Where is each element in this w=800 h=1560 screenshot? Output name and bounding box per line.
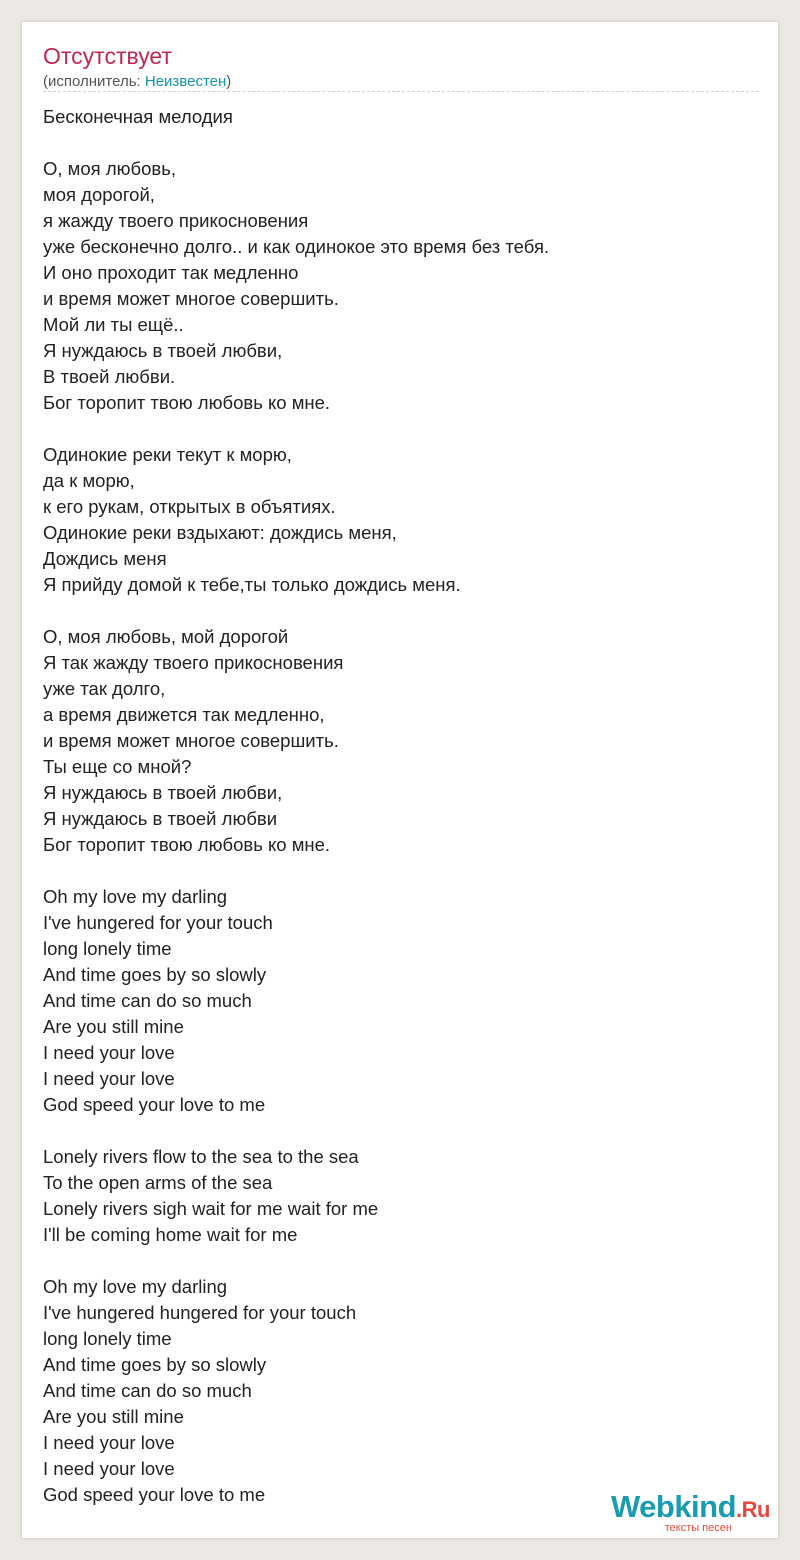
lyric-line: и время может многое совершить. [43,730,339,751]
lyric-line: а время движется так медленно, [43,704,325,725]
lyric-line: long lonely time [43,1328,172,1349]
lyric-line: Я нуждаюсь в твоей любви, [43,340,283,361]
logo-name: Webkind [610,1489,737,1524]
lyric-line: Lonely rivers flow to the sea to the sea [43,1146,359,1167]
lyric-line: уже бесконечно долго.. и как одинокое это время без тебя. [43,236,550,257]
logo-tld: .Ru [736,1497,770,1522]
logo-wordmark [611,1491,770,1526]
artist-link[interactable]: Неизвестен [144,73,227,90]
lyrics-stanza [43,624,549,858]
lyrics-stanza [43,156,549,416]
lyrics-stanza [43,1144,549,1248]
lyrics-stanza [43,1274,549,1508]
lyric-line: Oh my love my darling [43,886,228,907]
lyric-line: да к морю, [43,470,135,491]
lyrics-stanza [43,884,549,1118]
lyric-line: And time goes by so slowly [43,1354,267,1375]
lyrics-card [22,22,778,1538]
site-logo[interactable] [611,1491,770,1534]
lyric-line: God speed your love to me [43,1484,266,1505]
lyric-line: long lonely time [43,938,172,959]
lyric-line: I've hungered for your touch [43,912,273,933]
song-title: Отсутствует [43,43,172,69]
lyric-line: And time goes by so slowly [43,964,267,985]
lyric-line: Are you still mine [43,1406,184,1427]
lyric-line: God speed your love to me [43,1094,266,1115]
lyric-line: Я нуждаюсь в твоей любви, [43,782,283,803]
lyric-line: я жажду твоего прикосновения [43,210,309,231]
lyric-line: I need your love [43,1042,175,1063]
lyric-line: Дождись меня [43,548,167,569]
lyrics-body [43,104,549,1508]
title-divider [43,91,759,92]
lyric-line: Одинокие реки текут к морю, [43,444,292,465]
lyric-line: Бесконечная мелодия [43,106,233,127]
artist-suffix: ) [226,73,232,90]
lyric-line: I need your love [43,1432,175,1453]
lyric-line: уже так долго, [43,678,166,699]
lyric-line: Бог торопит твою любовь ко мне. [43,834,331,855]
lyric-line: О, моя любовь, мой дорогой [43,626,289,647]
lyric-line: к его рукам, открытых в объятиях. [43,496,336,517]
lyric-line: моя дорогой, [43,184,155,205]
lyric-line: Я нуждаюсь в твоей любви [43,808,278,829]
artist-prefix: (исполнитель: [43,73,145,90]
lyric-line: I need your love [43,1068,175,1089]
lyric-line: I'll be coming home wait for me [43,1224,298,1245]
lyric-line: To the open arms of the sea [43,1172,273,1193]
lyric-line: Ты еще со мной? [43,756,192,777]
lyric-line: Я так жажду твоего прикосновения [43,652,344,673]
lyric-line: О, моя любовь, [43,158,176,179]
lyric-line: Бог торопит твою любовь ко мне. [43,392,331,413]
lyric-line: Oh my love my darling [43,1276,228,1297]
lyric-line: Я прийду домой к тебе,ты только дождись меня. [43,574,461,595]
lyric-line: и время может многое совершить. [43,288,339,309]
lyric-line: Lonely rivers sigh wait for me wait for me [43,1198,379,1219]
lyric-line: Are you still mine [43,1016,184,1037]
lyric-line: I've hungered hungered for your touch [43,1302,357,1323]
lyrics-stanza [43,104,549,130]
logo-tagline: тексты песен [664,1522,732,1534]
artist-line [43,73,231,90]
lyrics-stanza [43,442,549,598]
lyric-line: И оно проходит так медленно [43,262,299,283]
lyric-line: I need your love [43,1458,175,1479]
lyric-line: Одинокие реки вздыхают: дождись меня, [43,522,397,543]
lyric-line: В твоей любви. [43,366,176,387]
lyric-line: And time can do so much [43,1380,252,1401]
lyric-line: And time can do so much [43,990,252,1011]
lyric-line: Мой ли ты ещё.. [43,314,184,335]
